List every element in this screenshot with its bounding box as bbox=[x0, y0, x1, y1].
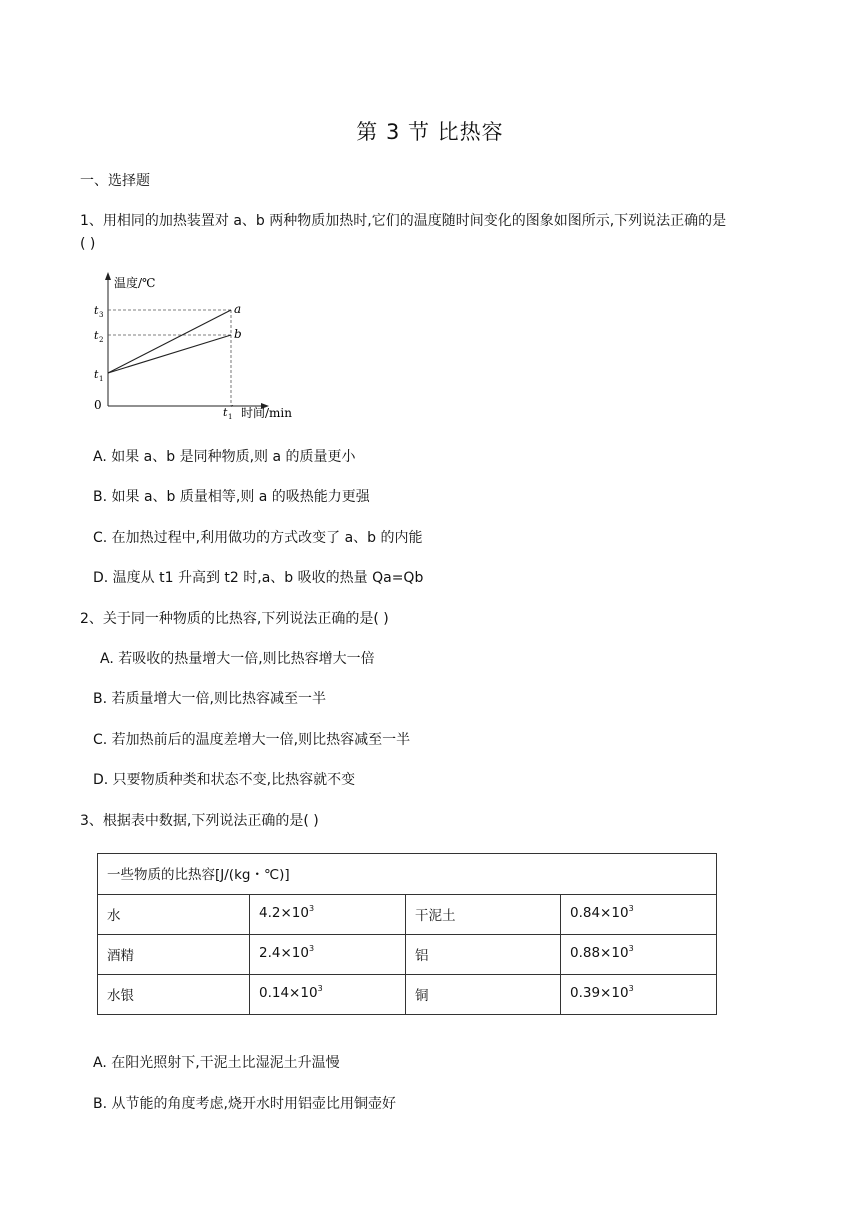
table-cell: 酒精 bbox=[98, 935, 250, 975]
question-2-stem: 2、关于同一种物质的比热容,下列说法正确的是( ) bbox=[80, 611, 389, 627]
exponent: 3 bbox=[317, 984, 323, 993]
t3-label: t bbox=[94, 304, 99, 317]
value-text: 0.84×10 bbox=[570, 905, 629, 921]
table-caption: 一些物质的比热容[J/(kg・℃)] bbox=[98, 854, 717, 895]
table-cell: 水 bbox=[98, 895, 250, 935]
series-a-label: a bbox=[234, 302, 242, 316]
table-row bbox=[98, 975, 717, 1015]
t2-label: t bbox=[94, 329, 99, 342]
table-caption-row bbox=[98, 854, 717, 895]
exponent: 3 bbox=[628, 944, 634, 953]
q3-option-b: B. 从节能的角度考虑,烧开水时用铝壶比用铜壶好 bbox=[93, 1096, 396, 1112]
q2-option-b: B. 若质量增大一倍,则比热容减至一半 bbox=[93, 691, 326, 707]
temperature-time-graph bbox=[88, 268, 313, 428]
q1-option-a: A. 如果 a、b 是同种物质,则 a 的质量更小 bbox=[93, 449, 356, 465]
page-title: 第 3 节 比热容 bbox=[356, 120, 504, 144]
table-cell: 水银 bbox=[98, 975, 250, 1015]
q3-option-a: A. 在阳光照射下,干泥土比湿泥土升温慢 bbox=[93, 1055, 340, 1071]
table-cell bbox=[250, 975, 406, 1015]
table-cell: 铜 bbox=[406, 975, 561, 1015]
q2-option-c: C. 若加热前后的温度差增大一倍,则比热容减至一半 bbox=[93, 732, 411, 748]
specific-heat-table bbox=[97, 853, 717, 1015]
exponent: 3 bbox=[628, 984, 634, 993]
table-cell bbox=[561, 975, 717, 1015]
q2-option-a: A. 若吸收的热量增大一倍,则比热容增大一倍 bbox=[100, 651, 375, 667]
question-1-stem: 1、用相同的加热装置对 a、b 两种物质加热时,它们的温度随时间变化的图象如图所示,下列说法正确的是 bbox=[80, 213, 727, 229]
table-row bbox=[98, 935, 717, 975]
table-cell bbox=[250, 895, 406, 935]
exponent: 3 bbox=[308, 904, 315, 913]
table-cell bbox=[250, 935, 406, 975]
t1-prime-label-sub: 1 bbox=[228, 413, 233, 421]
question-1-answer-paren: ( ) bbox=[80, 236, 96, 252]
table-cell: 铝 bbox=[406, 935, 561, 975]
table-cell bbox=[561, 935, 717, 975]
q1-option-d: D. 温度从 t1 升高到 t2 时,a、b 吸收的热量 Qa=Qb bbox=[93, 570, 424, 586]
table-cell: 干泥土 bbox=[406, 895, 561, 935]
q1-option-b: B. 如果 a、b 质量相等,则 a 的吸热能力更强 bbox=[93, 489, 370, 505]
q2-option-d: D. 只要物质种类和状态不变,比热容就不变 bbox=[93, 772, 356, 788]
y-axis-label: 温度/℃ bbox=[114, 276, 156, 290]
q1-option-c: C. 在加热过程中,利用做功的方式改变了 a、b 的内能 bbox=[93, 530, 423, 546]
section-heading: 一、选择题 bbox=[80, 173, 150, 189]
t3-label-sub: 3 bbox=[99, 311, 104, 319]
series-b-label: b bbox=[234, 327, 242, 341]
table-row bbox=[98, 895, 717, 935]
value-text: 0.88×10 bbox=[570, 945, 629, 961]
line-a bbox=[108, 310, 231, 373]
t2-label-sub: 2 bbox=[99, 336, 104, 344]
value-text: 4.2×10 bbox=[259, 905, 309, 921]
x-axis-label: 时间/min bbox=[241, 406, 292, 420]
question-3-stem: 3、根据表中数据,下列说法正确的是( ) bbox=[80, 813, 319, 829]
value-text: 2.4×10 bbox=[259, 945, 309, 961]
t1-prime-label-mark: ′ bbox=[231, 405, 234, 415]
value-text: 0.39×10 bbox=[570, 985, 629, 1001]
exponent: 3 bbox=[628, 904, 634, 913]
origin-label: 0 bbox=[94, 398, 102, 412]
t1-label-sub: 1 bbox=[99, 375, 104, 383]
exponent: 3 bbox=[308, 944, 315, 953]
t1-label: t bbox=[94, 368, 99, 381]
value-text: 0.14×10 bbox=[259, 985, 318, 1001]
table-cell bbox=[561, 895, 717, 935]
y-axis-arrow bbox=[105, 272, 111, 280]
line-b bbox=[108, 335, 231, 373]
t1-prime-label: t bbox=[223, 406, 228, 419]
